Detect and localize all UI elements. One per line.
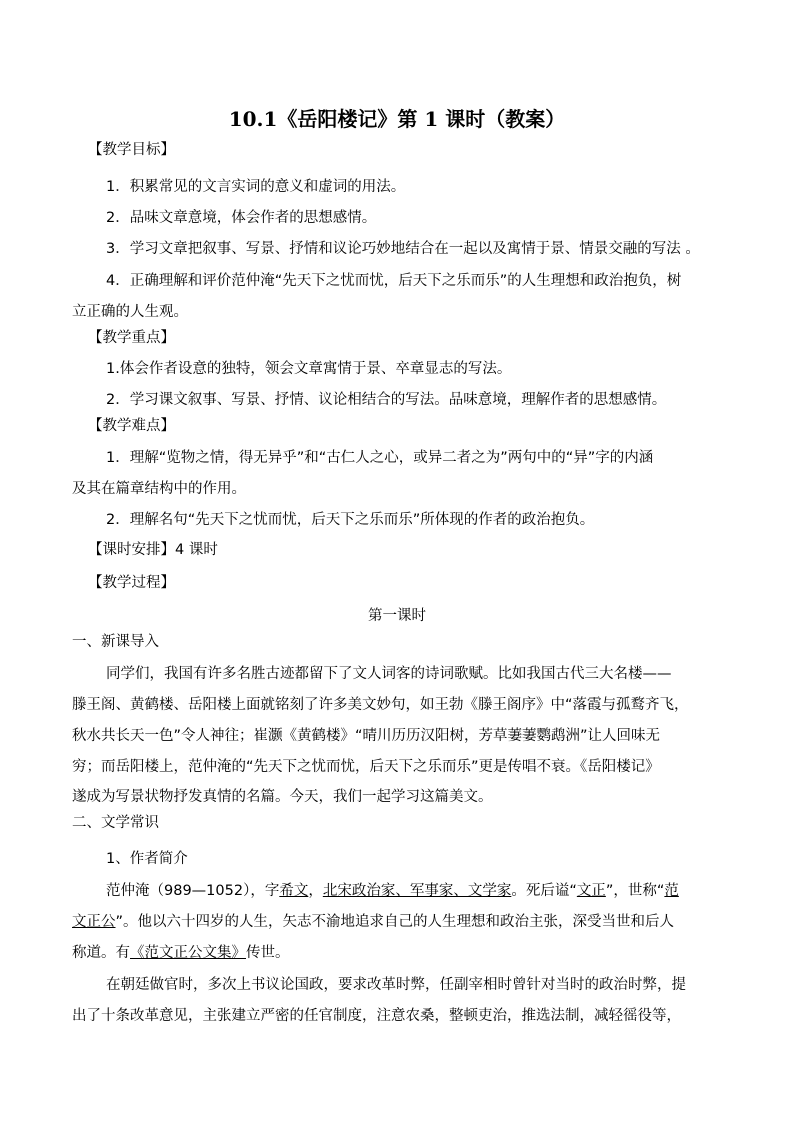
process-heading: 【教学过程】 [88,575,175,591]
schedule-value: 4 课时 [175,542,218,558]
bio-link[interactable]: 文正 [576,883,606,899]
key-points-heading: 【教学重点】 [88,330,175,346]
key-point-item: 2．学习课文叙事、写景、抒情、议论相结合的写法。品味意境，理解作者的思想感情。 [106,392,667,408]
key-point-item: 1.体会作者设意的独特，领会文章寓情于景、卒章显志的写法。 [106,361,512,377]
schedule-label: 【课时安排】 [88,542,175,558]
goal-item: 1．积累常见的文言实词的意义和虚词的用法。 [106,179,406,195]
schedule [88,538,218,559]
difficulty-item: 2．理解名句“先天下之忧而忧，后天下之乐而乐”所体现的作者的政治抱负。 [106,512,595,528]
difficulties-heading: 【教学难点】 [88,418,175,434]
intro-line: 滕王阁、黄鹤楼、岳阳楼上面就铭刻了许多美文妙句，如王勃《滕王阁序》中“落霞与孤鹜齐飞， [72,697,689,713]
lesson-title: 第一课时 [368,608,426,624]
bio-link[interactable]: 希文 [279,883,309,899]
bio-link[interactable]: 文正公 [72,914,116,930]
goal-item-cont: 立正确的人生观。 [72,304,188,320]
career-line: 出了十条改革意见，主张建立严密的任官制度，注意农桑，整顿吏治，推选法制，减轻徭役等， [72,1008,681,1024]
bio-line: 范仲淹（989—1052），字希文，北宋政治家、军事家、文学家。死后谥“文正”，世称“范 [106,883,679,899]
bio-line: 称道。有《范文正公文集》传世。 [72,945,290,961]
goal-item: 3．学习文章把叙事、写景、抒情和议论巧妙地结合在一起以及寓情于景、情景交融的写法 。 [106,241,700,257]
intro-line: 秋水共长天一色”令人神往；崔灏《黄鹤楼》“晴川历历汉阳树，芳草萋萋鹦鹉洲”让人回味无 [72,728,661,744]
bio-link[interactable]: 《范文正公文集》 [130,945,246,961]
section-heading: 一、新课导入 [72,634,159,650]
intro-line: 穷；而岳阳楼上，范仲淹的“先天下之忧而忧，后天下之乐而乐”更是传唱不衰。《岳阳楼记》 [72,759,660,775]
difficulty-item-cont: 及其在篇章结构中的作用。 [72,481,246,497]
bio-link[interactable]: 北宋政治家、军事家、文学家 [322,883,512,899]
difficulty-item: 1．理解“览物之情，得无异乎”和“古仁人之心，或异二者之为”两句中的“异”字的内涵 [106,450,654,466]
bio-line: 文正公”。他以六十四岁的人生，矢志不渝地追求自己的人生理想和政治主张，深受当世和后人 [72,914,675,930]
bio-link[interactable]: 范 [664,883,679,899]
intro-line: 同学们，我国有许多名胜古迹都留下了文人词客的诗词歌赋。比如我国古代三大名楼—— [106,666,672,682]
career-line: 在朝廷做官时，多次上书议论国政，要求改革时弊，任副宰相时曾针对当时的政治时弊，提 [106,977,686,993]
goal-item: 4．正确理解和评价范仲淹“先天下之忧而忧，后天下之乐而乐”的人生理想和政治抱负，树 [106,273,682,289]
intro-line: 遂成为写景状物抒发真情的名篇。今天，我们一起学习这篇美文。 [72,789,493,805]
goals-heading: 【教学目标】 [88,142,175,158]
page-title: 10.1《岳阳楼记》第 1 课时（教案） [228,107,566,131]
section-heading: 二、文学常识 [72,815,159,831]
goal-item: 2．品味文章意境，体会作者的思想感情。 [106,210,377,226]
sub-heading: 1、作者简介 [106,851,188,867]
